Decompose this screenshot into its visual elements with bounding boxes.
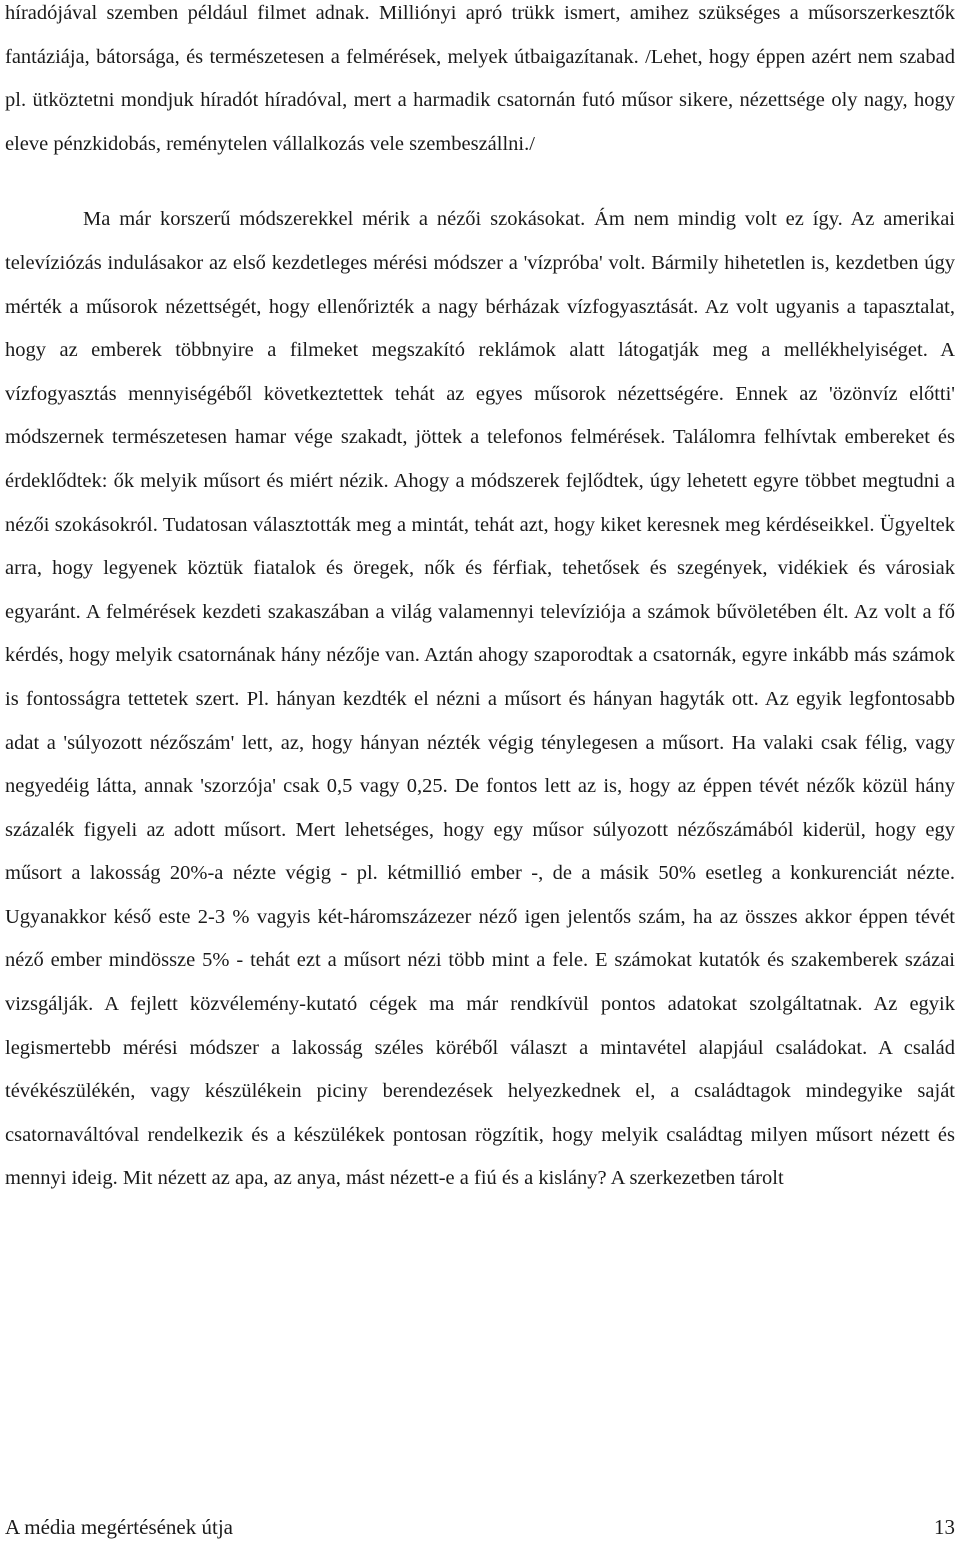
- page-footer: [5, 1512, 955, 1542]
- footer-title: A média megértésének útja: [5, 1515, 233, 1539]
- body-paragraph-2: Ma már korszerű módszerekkel mérik a nézői szokásokat. Ám nem mindig volt ez így. Az amerikai televíziózás indulásakor az első kezdetleges mérési módszer a 'vízpróba' volt. Bármily hihetetlen is, kezdetben úgy mérték a műsorok nézettségét, hogy ellenőrizték a nagy bérházak vízfogyasztását. Az volt ugyanis a tapasztalat, hogy az emberek többnyire a filmeket megszakító reklámok alatt látogatják meg a mellékhelyiséget. A vízfogyasztás mennyiségéből következtettek tehát az egyes műsorok nézettségére. Ennek az 'özönvíz előtti' módszernek természetesen hamar vége szakadt, jöttek a telefonos felmérések. Találomra felhívtak embereket és érdeklődtek: ők melyik műsort és miért nézik. Ahogy a módszerek fejlődtek, úgy lehetett egyre többet megtudni a nézői szokásokról. Tudatosan választották meg a mintát, tehát azt, hogy kiket keresnek meg kérdéseikkel. Ügyeltek arra, hogy legyenek köztük fiatalok és öregek, nők és férfiak, tehetősek és szegények, vidékiek és városiak egyaránt. A felmérések kezdeti szakaszában a világ valamennyi televíziója a számok bűvöletében élt. Az volt a fő kérdés, hogy melyik csatornának hány nézője van. Aztán ahogy szaporodtak a csatornák, egyre inkább más számok is fontosságra tettetek szert. Pl. hányan kezdték el nézni a műsort és hányan hagyták ott. Az egyik legfontosabb adat a 'súlyozott nézőszám' lett, az, hogy hányan nézték végig ténylegesen a műsort. Ha valaki csak félig, vagy negyedéig látta, annak 'szorzója' csak 0,5 vagy 0,25. De fontos lett az is, hogy az éppen tévét nézők közül hány százalék figyeli az adott műsort. Mert lehetséges, hogy egy műsor súlyozott nézőszámából kiderül, hogy egy műsort a lakosság 20%-a nézte végig - pl. kétmillió ember -, de a másik 50% esetleg a konkurenciát nézte. Ugyanakkor késő este 2-3 % vagyis két-háromszázezer néző igen jelentős szám, ha az összes akkor éppen tévét néző ember mindössze 5% - tehát ezt a műsort nézi több mint a fele. E számokat kutatók és szakemberek százai vizsgálják. A fejlett közvélemény-kutató cégek ma már rendkívül pontos adatokat szolgáltatnak. Az egyik legismertebb mérési módszer a lakosság széles köréből választ a mintavétel alapjául családokat. A család tévékészülékén, vagy készülékein piciny berendezések helyezkednek el, a családtagok mindegyike saját csatornaváltóval rendelkezik és a készülékek pontosan rögzítik, hogy melyik családtag milyen műsort nézett és mennyi ideig. Mit nézett az apa, az anya, mást nézett-e a fiú és a kislány? A szerkezetben tárolt: [5, 208, 955, 1190]
- page-number: 13: [934, 1515, 955, 1539]
- body-paragraph-1: híradójával szemben például filmet adnak. Milliónyi apró trükk ismert, amihez szükséges a műsorszerkesztők fantáziája, bátorsága, és természetesen a felmérések, melyek útbaigazítanak. /Lehet, hogy éppen azért nem szabad pl. ütköztetni mondjuk híradót híradóval, mert a harmadik csatornán futó műsor sikere, nézettsége oly nagy, hogy eleve pénzkidobás, reménytelen vállalkozás vele szembeszállni./: [5, 2, 955, 155]
- document-page: [5, 0, 955, 1201]
